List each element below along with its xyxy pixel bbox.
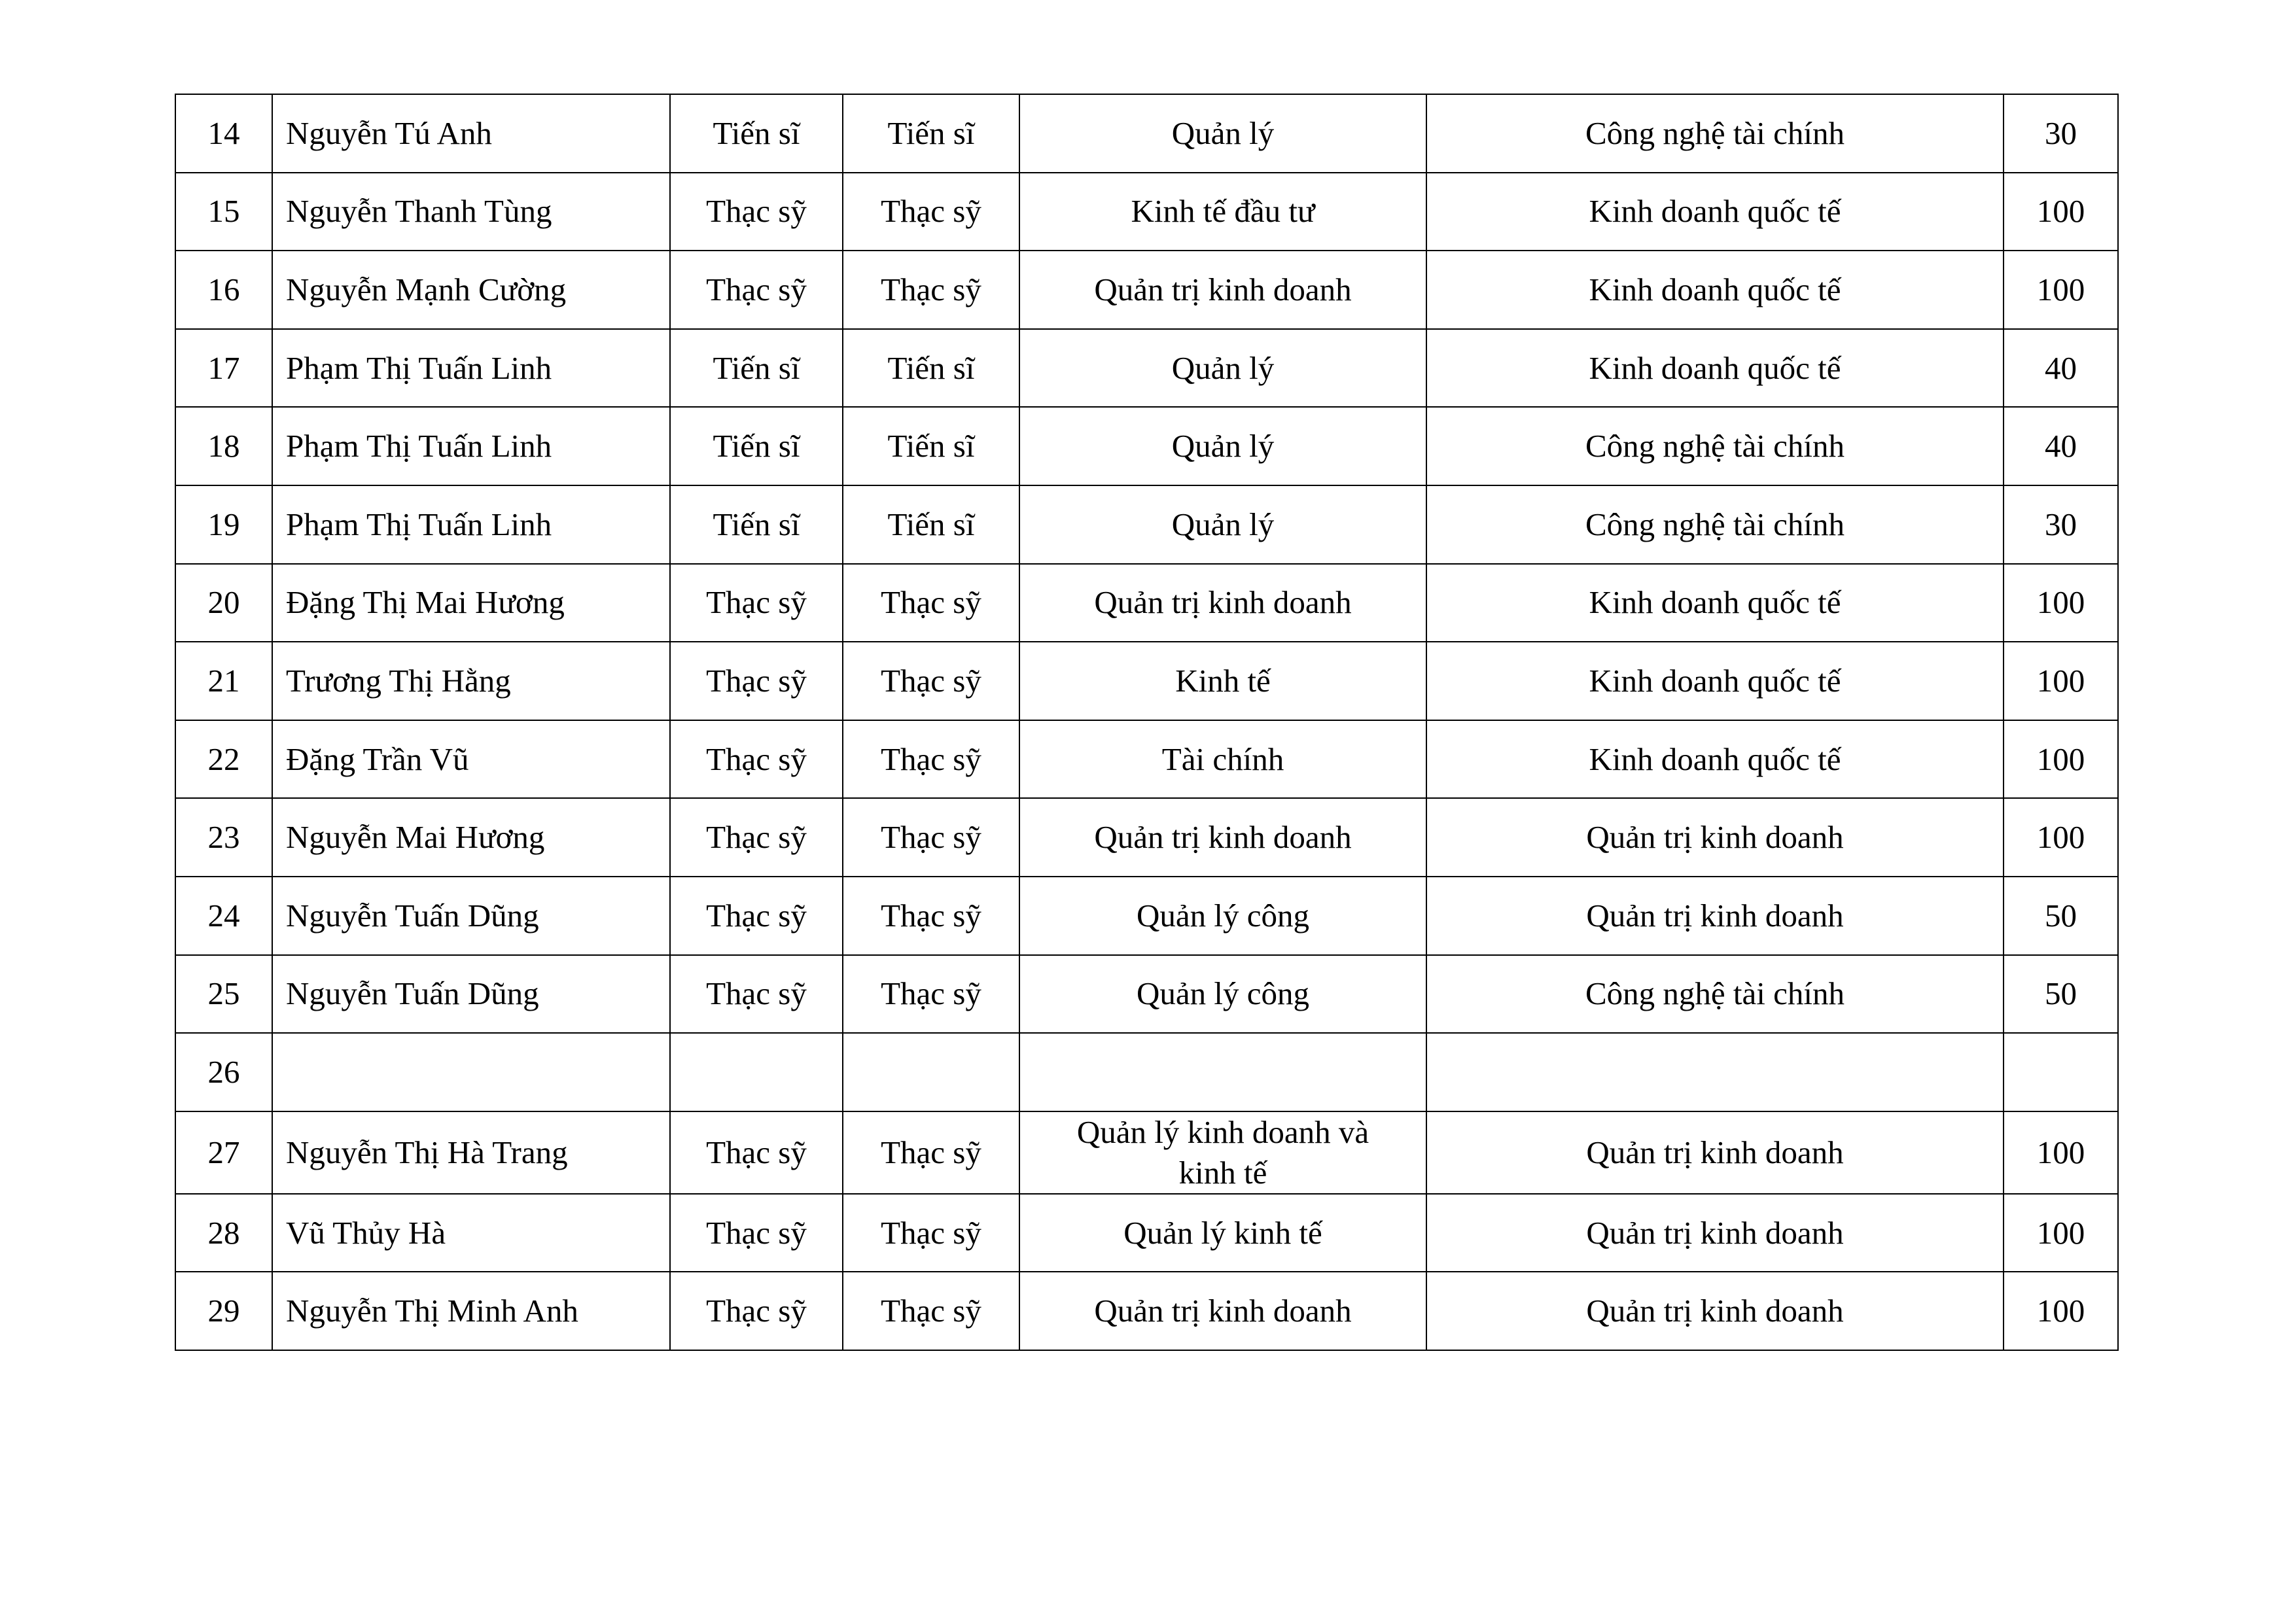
degree-cell: Thạc sỹ	[670, 1111, 843, 1194]
major-cell: Kinh tế đầu tư	[1019, 173, 1426, 251]
percent-cell: 100	[2004, 1194, 2118, 1272]
department-cell: Kinh doanh quốc tế	[1426, 564, 2004, 642]
department-cell: Kinh doanh quốc tế	[1426, 720, 2004, 799]
percent-cell: 100	[2004, 642, 2118, 720]
major-cell: Quản trị kinh doanh	[1019, 1272, 1426, 1350]
degree2-cell: Thạc sỹ	[843, 642, 1019, 720]
row-number-cell: 27	[175, 1111, 272, 1194]
percent-cell: 40	[2004, 407, 2118, 485]
degree-cell: Tiến sĩ	[670, 485, 843, 564]
percent-cell: 100	[2004, 720, 2118, 799]
degree-cell: Tiến sĩ	[670, 94, 843, 173]
degree-cell: Thạc sỹ	[670, 1272, 843, 1350]
degree-cell: Tiến sĩ	[670, 407, 843, 485]
name-cell: Nguyễn Tuấn Dũng	[272, 955, 670, 1034]
row-number-cell: 15	[175, 173, 272, 251]
table-row	[175, 1272, 2118, 1350]
degree-cell	[670, 1033, 843, 1111]
row-number-cell: 21	[175, 642, 272, 720]
row-number-cell: 22	[175, 720, 272, 799]
degree2-cell: Tiến sĩ	[843, 329, 1019, 408]
degree-cell: Thạc sỹ	[670, 798, 843, 877]
percent-cell: 100	[2004, 1111, 2118, 1194]
table-row	[175, 173, 2118, 251]
major-line-1: Quản lý kinh doanh và	[1076, 1113, 1369, 1150]
department-cell: Quản trị kinh doanh	[1426, 877, 2004, 955]
degree2-cell: Tiến sĩ	[843, 407, 1019, 485]
percent-cell: 30	[2004, 94, 2118, 173]
table-row	[175, 955, 2118, 1034]
row-number-cell: 16	[175, 251, 272, 329]
table-row	[175, 1194, 2118, 1272]
row-number-cell: 20	[175, 564, 272, 642]
table-row	[175, 642, 2118, 720]
name-cell: Nguyễn Thị Hà Trang	[272, 1111, 670, 1194]
table-row	[175, 798, 2118, 877]
table-row	[175, 877, 2118, 955]
degree-cell: Thạc sỹ	[670, 877, 843, 955]
percent-cell: 50	[2004, 877, 2118, 955]
degree2-cell: Thạc sỹ	[843, 251, 1019, 329]
major-cell: Quản trị kinh doanh	[1019, 564, 1426, 642]
degree2-cell: Thạc sỹ	[843, 955, 1019, 1034]
department-cell: Kinh doanh quốc tế	[1426, 642, 2004, 720]
degree2-cell: Thạc sỹ	[843, 1111, 1019, 1194]
major-cell: Quản lý	[1019, 485, 1426, 564]
row-number-cell: 17	[175, 329, 272, 408]
major-cell: Quản lý công	[1019, 955, 1426, 1034]
degree2-cell: Thạc sỹ	[843, 798, 1019, 877]
name-cell: Nguyễn Thị Minh Anh	[272, 1272, 670, 1350]
row-number-cell: 28	[175, 1194, 272, 1272]
row-number-cell: 14	[175, 94, 272, 173]
name-cell: Nguyễn Tuấn Dũng	[272, 877, 670, 955]
degree-cell: Thạc sỹ	[670, 173, 843, 251]
percent-cell	[2004, 1033, 2118, 1111]
table-row	[175, 94, 2118, 173]
row-number-cell: 24	[175, 877, 272, 955]
department-cell: Kinh doanh quốc tế	[1426, 173, 2004, 251]
major-cell: Quản lý	[1019, 407, 1426, 485]
name-cell	[272, 1033, 670, 1111]
department-cell	[1426, 1033, 2004, 1111]
degree2-cell: Thạc sỹ	[843, 1272, 1019, 1350]
name-cell: Nguyễn Thanh Tùng	[272, 173, 670, 251]
degree2-cell: Thạc sỹ	[843, 877, 1019, 955]
table-row	[175, 1111, 2118, 1194]
name-cell: Phạm Thị Tuấn Linh	[272, 407, 670, 485]
staff-table	[175, 94, 2119, 1351]
name-cell: Phạm Thị Tuấn Linh	[272, 329, 670, 408]
degree-cell: Tiến sĩ	[670, 329, 843, 408]
percent-cell: 100	[2004, 1272, 2118, 1350]
percent-cell: 40	[2004, 329, 2118, 408]
percent-cell: 100	[2004, 173, 2118, 251]
major-cell: Tài chính	[1019, 720, 1426, 799]
row-number-cell: 29	[175, 1272, 272, 1350]
name-cell: Đặng Trần Vũ	[272, 720, 670, 799]
name-cell: Vũ Thủy Hà	[272, 1194, 670, 1272]
name-cell: Nguyễn Tú Anh	[272, 94, 670, 173]
row-number-cell: 23	[175, 798, 272, 877]
major-cell: Quản lý kinh tế	[1019, 1194, 1426, 1272]
department-cell: Công nghệ tài chính	[1426, 407, 2004, 485]
major-cell: Quản trị kinh doanh	[1019, 798, 1426, 877]
degree2-cell	[843, 1033, 1019, 1111]
degree2-cell: Tiến sĩ	[843, 485, 1019, 564]
percent-cell: 50	[2004, 955, 2118, 1034]
percent-cell: 100	[2004, 798, 2118, 877]
major-cell: Quản lý	[1019, 329, 1426, 408]
degree-cell: Thạc sỹ	[670, 564, 843, 642]
major-cell	[1019, 1111, 1426, 1194]
table-row	[175, 485, 2118, 564]
major-cell: Quản trị kinh doanh	[1019, 251, 1426, 329]
name-cell: Trương Thị Hằng	[272, 642, 670, 720]
department-cell: Quản trị kinh doanh	[1426, 1272, 2004, 1350]
degree-cell: Thạc sỹ	[670, 955, 843, 1034]
degree2-cell: Thạc sỹ	[843, 1194, 1019, 1272]
degree2-cell: Thạc sỹ	[843, 720, 1019, 799]
degree2-cell: Thạc sỹ	[843, 173, 1019, 251]
percent-cell: 100	[2004, 564, 2118, 642]
department-cell: Quản trị kinh doanh	[1426, 1111, 2004, 1194]
department-cell: Quản trị kinh doanh	[1426, 1194, 2004, 1272]
row-number-cell: 18	[175, 407, 272, 485]
name-cell: Đặng Thị Mai Hương	[272, 564, 670, 642]
row-number-cell: 26	[175, 1033, 272, 1111]
major-cell	[1019, 1033, 1426, 1111]
major-line-2: kinh tế	[1178, 1154, 1267, 1191]
department-cell: Kinh doanh quốc tế	[1426, 329, 2004, 408]
table-row	[175, 720, 2118, 799]
department-cell: Công nghệ tài chính	[1426, 955, 2004, 1034]
degree-cell: Thạc sỹ	[670, 720, 843, 799]
name-cell: Nguyễn Mạnh Cường	[272, 251, 670, 329]
department-cell: Công nghệ tài chính	[1426, 94, 2004, 173]
row-number-cell: 25	[175, 955, 272, 1034]
degree-cell: Thạc sỹ	[670, 1194, 843, 1272]
table-row	[175, 329, 2118, 408]
table-row	[175, 407, 2118, 485]
major-cell: Quản lý	[1019, 94, 1426, 173]
table-row	[175, 1033, 2118, 1111]
name-cell: Nguyễn Mai Hương	[272, 798, 670, 877]
degree-cell: Thạc sỹ	[670, 251, 843, 329]
percent-cell: 30	[2004, 485, 2118, 564]
major-cell: Kinh tế	[1019, 642, 1426, 720]
department-cell: Công nghệ tài chính	[1426, 485, 2004, 564]
degree-cell: Thạc sỹ	[670, 642, 843, 720]
name-cell: Phạm Thị Tuấn Linh	[272, 485, 670, 564]
department-cell: Quản trị kinh doanh	[1426, 798, 2004, 877]
row-number-cell: 19	[175, 485, 272, 564]
major-cell: Quản lý công	[1019, 877, 1426, 955]
degree2-cell: Thạc sỹ	[843, 564, 1019, 642]
degree2-cell: Tiến sĩ	[843, 94, 1019, 173]
table-row	[175, 251, 2118, 329]
percent-cell: 100	[2004, 251, 2118, 329]
table-row	[175, 564, 2118, 642]
department-cell: Kinh doanh quốc tế	[1426, 251, 2004, 329]
